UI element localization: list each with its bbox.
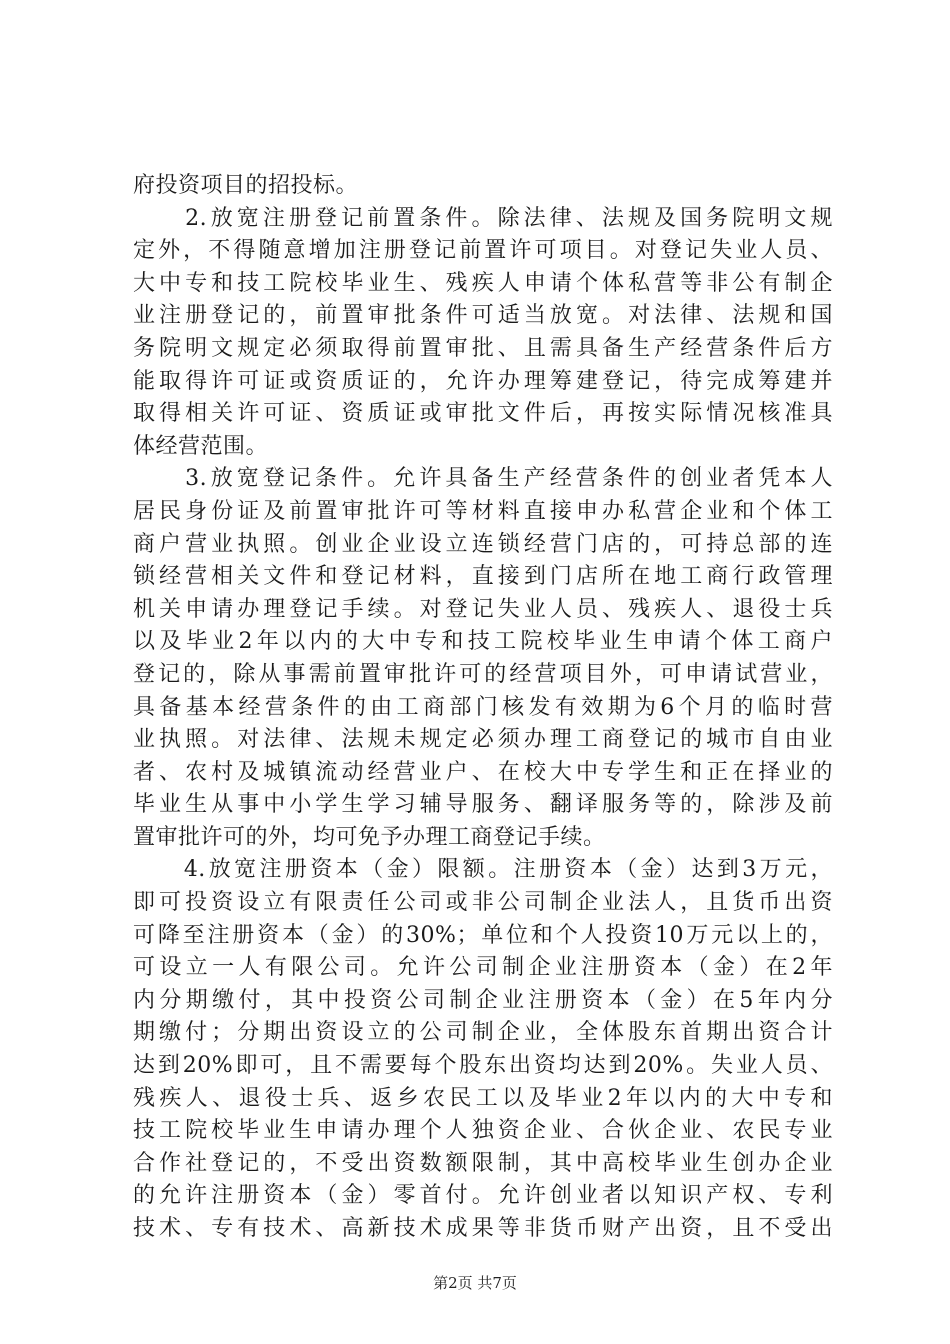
text-line: 业注册登记的，前置审批条件可适当放宽。对法律、法规和国 [133,303,833,329]
text-line: 商户营业执照。创业企业设立连锁经营门店的，可持总部的连 [133,531,833,557]
text-line: 可降至注册资本（金）的30%；单位和个人投资10万元以上的， [133,922,833,948]
text-line: 2.放宽注册登记前置条件。除法律、法规及国务院明文规 [133,205,833,231]
text-line: 的允许注册资本（金）零首付。允许创业者以知识产权、专利 [133,1183,833,1209]
text-line: 即可投资设立有限责任公司或非公司制企业法人，且货币出资 [133,890,833,916]
text-line: 登记的，除从事需前置审批许可的经营项目外，可申请试营业， [133,661,833,687]
page-footer: 第2页 共7页 [433,1274,517,1292]
text-line: 居民身份证及前置审批许可等材料直接申办私营企业和个体工 [133,498,833,524]
text-line: 者、农村及城镇流动经营业户、在校大中专学生和正在择业的 [133,759,833,785]
text-line: 以及毕业2年以内的大中专和技工院校毕业生申请个体工商户 [133,629,833,655]
text-line: 置审批许可的外，均可免予办理工商登记手续。 [133,824,606,850]
text-line: 能取得许可证或资质证的，允许办理筹建登记，待完成筹建并 [133,368,833,394]
text-line: 残疾人、退役士兵、返乡农民工以及毕业2年以内的大中专和 [133,1085,833,1111]
text-line: 3.放宽登记条件。允许具备生产经营条件的创业者凭本人 [133,466,833,492]
text-line: 技工院校毕业生申请办理个人独资企业、合伙企业、农民专业 [133,1118,833,1144]
text-line: 务院明文规定必须取得前置审批、且需具备生产经营条件后方 [133,335,833,361]
text-line: 达到20%即可，且不需要每个股东出资均达到20%。失业人员、 [133,1053,833,1079]
text-line: 定外，不得随意增加注册登记前置许可项目。对登记失业人员、 [133,238,833,264]
text-line: 期缴付；分期出资设立的公司制企业，全体股东首期出资合计 [133,1020,833,1046]
text-line: 锁经营相关文件和登记材料，直接到门店所在地工商行政管理 [133,564,833,590]
text-line: 内分期缴付，其中投资公司制企业注册资本（金）在5年内分 [133,987,833,1013]
text-line: 取得相关许可证、资质证或审批文件后，再按实际情况核准具 [133,401,833,427]
text-line: 技术、专有技术、高新技术成果等非货币财产出资，且不受出 [133,1216,833,1241]
text-line: 大中专和技工院校毕业生、残疾人申请个体私营等非公有制企 [133,270,833,296]
text-line: 体经营范围。 [133,433,269,459]
text-line: 可设立一人有限公司。允许公司制企业注册资本（金）在2年 [133,955,833,981]
text-line: 机关申请办理登记手续。对登记失业人员、残疾人、退役士兵 [133,596,833,622]
document-body [133,170,833,1246]
text-line: 府投资项目的招投标。 [133,173,359,198]
text-line: 毕业生从事中小学生学习辅导服务、翻译服务等的，除涉及前 [133,792,833,818]
text-line: 4.放宽注册资本（金）限额。注册资本（金）达到3万元， [133,857,833,883]
text-line: 合作社登记的，不受出资数额限制，其中高校毕业生创办企业 [133,1150,833,1176]
text-line: 业执照。对法律、法规未规定必须办理工商登记的城市自由业 [133,727,833,753]
text-line: 具备基本经营条件的由工商部门核发有效期为6个月的临时营 [133,694,833,720]
